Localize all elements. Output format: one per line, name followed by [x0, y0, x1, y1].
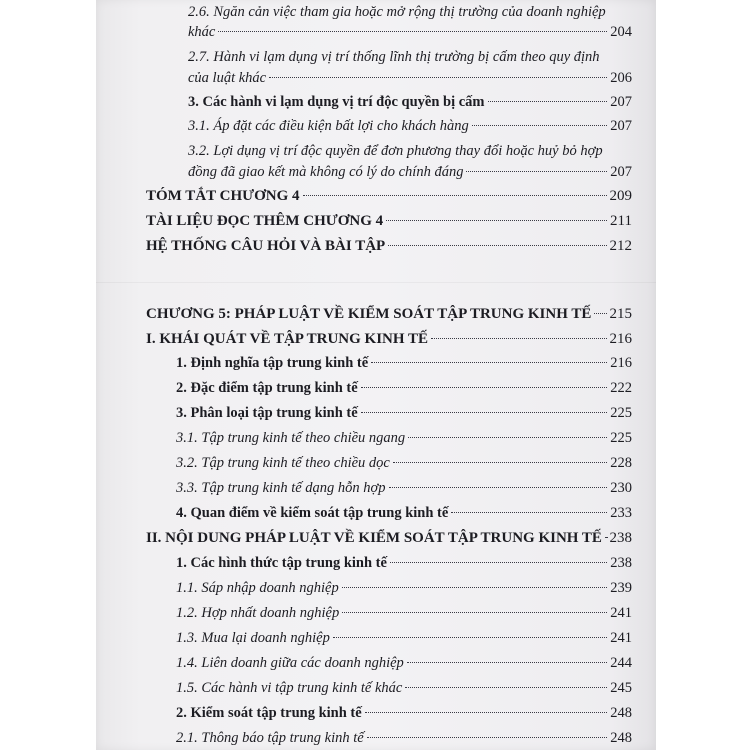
dot-leader	[367, 736, 608, 738]
toc-entry-1-4	[176, 503, 632, 523]
dot-leader	[472, 124, 607, 126]
dot-leader	[389, 486, 608, 488]
dot-leader	[342, 586, 608, 588]
toc-entry-2-1-3	[176, 628, 632, 648]
toc-entry-1-3	[176, 403, 632, 423]
toc-entry-2-1-5	[176, 678, 632, 698]
toc-entry-text: 2. Kiểm soát tập trung kinh tế	[176, 705, 362, 721]
toc-page-number: 248	[610, 705, 632, 721]
toc-page-number: 239	[610, 580, 632, 596]
dot-leader	[218, 30, 607, 32]
toc-page-number: 216	[609, 331, 632, 347]
toc-entry-text: 1. Các hình thức tập trung kinh tế	[176, 555, 387, 571]
toc-page-number: 241	[610, 605, 632, 621]
dot-leader	[408, 436, 607, 438]
toc-entry-text: 3.3. Tập trung kinh tế dạng hỗn hợp	[176, 480, 386, 496]
toc-entry-row	[188, 68, 632, 88]
toc-entry-questions	[146, 236, 632, 256]
toc-entry-text: 1.3. Mua lại doanh nghiệp	[176, 630, 330, 646]
dot-leader	[342, 611, 607, 613]
dot-leader	[361, 386, 608, 388]
toc-entry-1-3-1	[176, 428, 632, 448]
toc-entry-text: đồng đã giao kết mà không có lý do chính đáng	[188, 164, 464, 180]
toc-page-number: 207	[610, 118, 632, 134]
toc-page-number: 248	[610, 730, 632, 746]
toc-page-number: 215	[609, 306, 632, 322]
toc-entry-text: khác	[188, 24, 216, 40]
toc-entry-text: HỆ THỐNG CÂU HỎI VÀ BÀI TẬP	[146, 238, 386, 254]
page-divider	[96, 282, 656, 283]
toc-page-number: 241	[610, 630, 632, 646]
toc-page-number: 209	[609, 188, 632, 204]
toc-entry-text: 1.1. Sáp nhập doanh nghiệp	[176, 580, 339, 596]
toc-page-number: 216	[610, 355, 632, 371]
toc-entry-text: 3. Các hành vi lạm dụng vị trí độc quyền bị cấm	[188, 94, 485, 110]
toc-entry-text: TÀI LIỆU ĐỌC THÊM CHƯƠNG 4	[146, 213, 384, 229]
toc-entry-text: 1. Định nghĩa tập trung kinh tế	[176, 355, 369, 371]
toc-page-number: 225	[610, 430, 632, 446]
toc-entry-text: 2. Đặc điểm tập trung kinh tế	[176, 380, 358, 396]
toc-page-number: 230	[610, 480, 632, 496]
dot-leader	[451, 511, 607, 513]
toc-entry-text: II. NỘI DUNG PHÁP LUẬT VỀ KIỂM SOÁT TẬP TRUNG KINH TẾ	[146, 530, 602, 546]
dot-leader	[371, 361, 607, 363]
book-page	[96, 0, 656, 750]
toc-page-number: 211	[610, 213, 632, 229]
toc-entry-text: 1.5. Các hành vi tập trung kinh tế khác	[176, 680, 403, 696]
toc-page-number: 204	[610, 24, 632, 40]
toc-page-number: 207	[610, 94, 632, 110]
toc-page-number: 238	[610, 555, 632, 571]
toc-entry-text: 1.4. Liên doanh giữa các doanh nghiệp	[176, 655, 404, 671]
toc-entry-2-2	[176, 703, 632, 723]
dot-leader	[303, 194, 607, 196]
toc-entry-section-2	[146, 528, 632, 548]
toc-entry-text: 3.1. Tập trung kinh tế theo chiều ngang	[176, 430, 406, 446]
toc-entry-2-1-2	[176, 603, 632, 623]
toc-entry-text: 3.2. Lợi dụng vị trí độc quyền để đơn phương thay đổi hoặc huỷ bỏ hợp	[188, 143, 603, 159]
dot-leader	[365, 711, 608, 713]
toc-entry-text: 3.2. Tập trung kinh tế theo chiều dọc	[176, 455, 390, 471]
toc-entry-row	[188, 22, 632, 42]
toc-entry-3-1	[188, 116, 632, 136]
dot-leader	[594, 312, 606, 314]
toc-entry-1-2	[176, 378, 632, 398]
dot-leader	[388, 244, 606, 246]
toc-entry-section-1	[146, 329, 632, 349]
dot-leader	[431, 337, 606, 339]
dot-leader	[407, 661, 607, 663]
toc-entry-text: 2.7. Hành vi lạm dụng vị trí thống lĩnh thị trường bị cấm theo quy định	[188, 49, 600, 65]
toc-entry-text: 2.1. Thông báo tập trung kinh tế	[176, 730, 364, 746]
toc-page-number: 233	[610, 505, 632, 521]
toc-entry-chapter-5	[146, 304, 632, 324]
dot-leader	[390, 561, 607, 563]
toc-page-number: 212	[609, 238, 632, 254]
toc-entry-summary	[146, 186, 632, 206]
dot-leader	[269, 76, 607, 78]
toc-entry-3	[188, 92, 632, 112]
toc-page-number: 207	[610, 164, 632, 180]
toc-entry-row	[188, 162, 632, 182]
toc-entry-text: TÓM TẮT CHƯƠNG 4	[146, 188, 300, 204]
toc-page-number: 206	[610, 70, 632, 86]
toc-entry-text: 2.6. Ngăn cản việc tham gia hoặc mở rộng thị trường của doanh nghiệp	[188, 4, 606, 20]
toc-page-number: 222	[610, 380, 632, 396]
toc-page-number: 225	[610, 405, 632, 421]
dot-leader	[386, 219, 607, 221]
toc-entry-1-1	[176, 353, 632, 373]
toc-entry-text: I. KHÁI QUÁT VỀ TẬP TRUNG KINH TẾ	[146, 331, 429, 347]
toc-entry-further-reading	[146, 211, 632, 231]
toc-entry-text: của luật khác	[188, 70, 267, 86]
toc-entry-text: CHƯƠNG 5: PHÁP LUẬT VỀ KIỂM SOÁT TẬP TRUNG KINH TẾ	[146, 306, 592, 322]
dot-leader	[605, 536, 607, 538]
toc-page-number: 245	[610, 680, 632, 696]
toc-page-number: 238	[609, 530, 632, 546]
toc-entry-2-1-1	[176, 578, 632, 598]
toc-entry-text: 3. Phân loại tập trung kinh tế	[176, 405, 358, 421]
toc-entry-2-1	[176, 553, 632, 573]
dot-leader	[361, 411, 608, 413]
toc-entry-text: 1.2. Hợp nhất doanh nghiệp	[176, 605, 340, 621]
toc-page-number: 244	[610, 655, 632, 671]
toc-entry-2-2-1	[176, 728, 632, 748]
toc-entry-text: 4. Quan điểm về kiểm soát tập trung kinh tế	[176, 505, 449, 521]
toc-entry-text: 3.1. Áp đặt các điều kiện bất lợi cho khách hàng	[188, 118, 469, 134]
toc-entry-1-3-3	[176, 478, 632, 498]
toc-entry-1-3-2	[176, 453, 632, 473]
dot-leader	[333, 636, 607, 638]
dot-leader	[393, 461, 607, 463]
dot-leader	[488, 100, 608, 102]
toc-entry-2-1-4	[176, 653, 632, 673]
dot-leader	[466, 170, 607, 172]
toc-page-number: 228	[610, 455, 632, 471]
dot-leader	[405, 686, 607, 688]
